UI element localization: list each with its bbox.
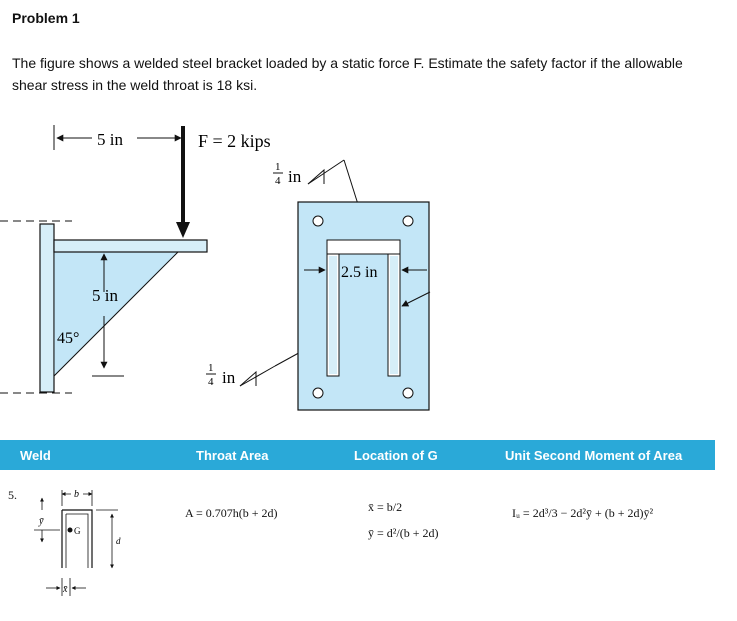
- table-header: [0, 440, 715, 470]
- channel-top: [327, 240, 400, 254]
- sketch-ybar: ȳ: [39, 516, 44, 527]
- dim-5in-horizontal: 5 in: [97, 130, 123, 149]
- gusset-triangle: [54, 252, 178, 376]
- angle-label: 45°: [57, 330, 80, 347]
- bolt-hole-br: [403, 388, 413, 398]
- wall-plate: [40, 224, 54, 392]
- moment-formula: Iᵤ = 2d³/3 − 2d²ȳ + (b + 2d)ȳ²: [512, 506, 654, 520]
- sketch-d: d: [116, 536, 121, 546]
- force-label: F = 2 kips: [198, 131, 271, 151]
- bracket-figure: [0, 120, 737, 420]
- weld-bottom-unit: in: [222, 368, 236, 387]
- throat-area-formula: A = 0.707h(b + 2d): [185, 506, 278, 520]
- weld-sketch: [0, 478, 140, 618]
- bolt-hole-bl: [313, 388, 323, 398]
- top-flange: [54, 240, 207, 252]
- problem-title: Problem 1: [12, 10, 80, 26]
- sketch-xbar: x̄: [63, 584, 68, 595]
- problem-statement: The figure shows a welded steel bracket loaded by a static force F. Estimate the safety factor if the allowable shear stress in the weld throat is 18 ksi.: [12, 55, 683, 93]
- sketch-b: b: [74, 489, 79, 500]
- bolt-hole-tr: [403, 216, 413, 226]
- ybar-formula: ȳ = d²/(b + 2d): [368, 526, 439, 540]
- weld-bottom-num: 1: [208, 362, 214, 374]
- row-number: 5.: [8, 488, 17, 502]
- header-unit-moment: Unit Second Moment of Area: [505, 448, 683, 463]
- xbar-formula: x̄ = b/2: [368, 500, 403, 514]
- weld-top-den: 4: [275, 175, 281, 187]
- weld-bottom-den: 4: [208, 376, 214, 388]
- bolt-hole-tl: [313, 216, 323, 226]
- header-location-g: Location of G: [354, 448, 438, 463]
- weld-top-unit: in: [288, 167, 302, 186]
- sketch-g: G: [74, 526, 81, 536]
- header-throat-area: Throat Area: [196, 448, 269, 463]
- weld-top-num: 1: [275, 161, 281, 173]
- dim-5in-vertical: 5 in: [92, 286, 118, 305]
- plate-width-label: 2.5 in: [341, 264, 378, 281]
- header-weld: Weld: [20, 448, 51, 463]
- front-plate: [298, 202, 429, 410]
